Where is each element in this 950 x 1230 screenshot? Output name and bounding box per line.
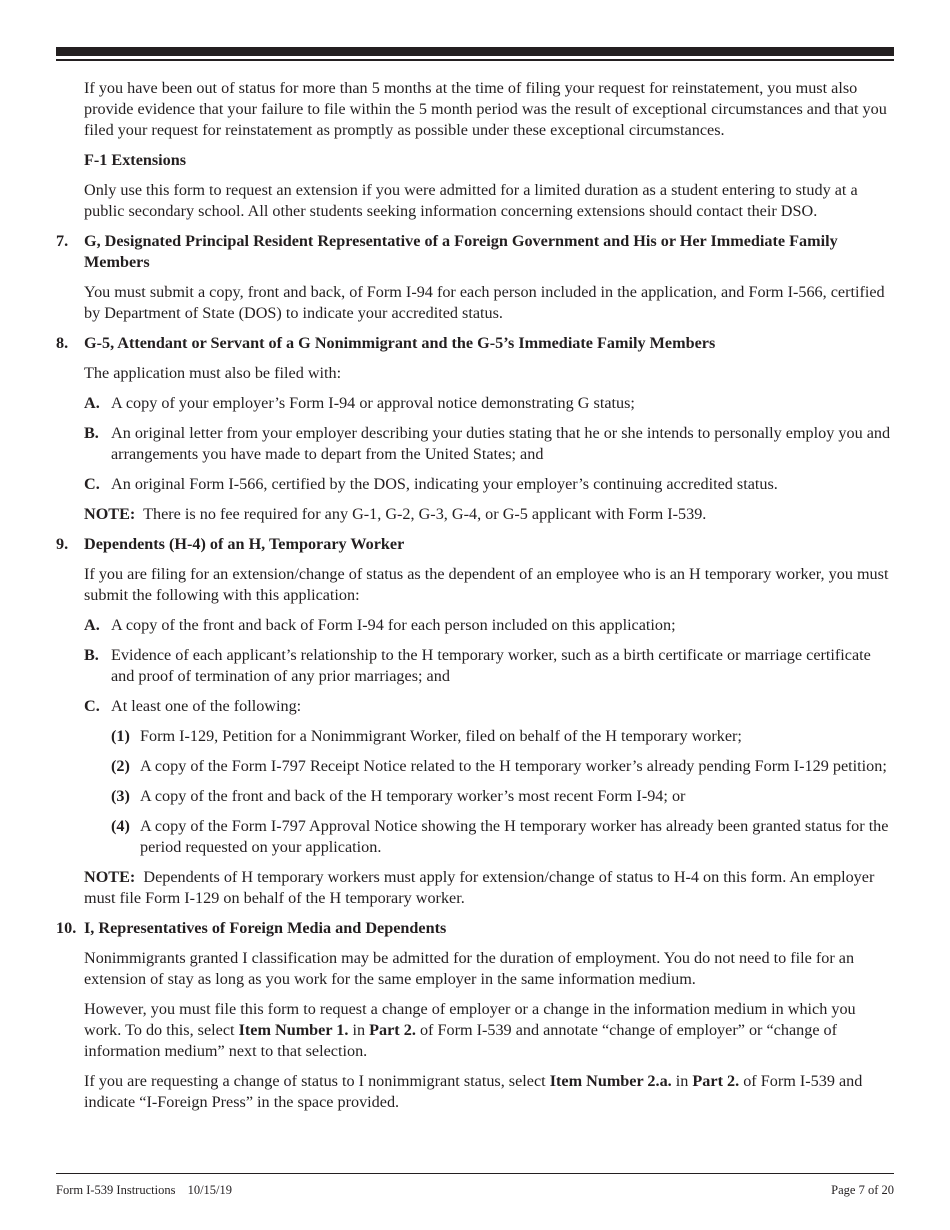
section-10-p3: If you are requesting a change of status to I nonimmigrant status, select Item Number 2.a. in Part 2. of Form I-539 and indicate “I-Foreign Press” in the space provided. bbox=[84, 1072, 863, 1111]
list-item-label: A. bbox=[84, 394, 100, 412]
note-text: Dependents of H temporary workers must apply for extension/change of status to H-4 on this form. An employer must file Form I-129 on behalf of the H temporary worker. bbox=[84, 868, 875, 907]
list-item bbox=[84, 423, 894, 465]
list-item-text: An original Form I-566, certified by the DOS, indicating your employer’s continuing accredited status. bbox=[111, 475, 778, 493]
section-heading: G-5, Attendant or Servant of a G Nonimmigrant and the G-5’s Immediate Family Members bbox=[84, 334, 716, 352]
list-item-label: A. bbox=[84, 616, 100, 634]
section-9 bbox=[56, 534, 894, 555]
page-footer bbox=[56, 1183, 894, 1198]
footer-form-date: 10/15/19 bbox=[187, 1183, 233, 1197]
list-item bbox=[84, 645, 894, 687]
list-item-label: B. bbox=[84, 424, 99, 442]
footer-rule bbox=[56, 1173, 894, 1174]
list-item bbox=[84, 393, 894, 414]
header-thin-rule bbox=[56, 59, 894, 61]
sub-list-item-label: (1) bbox=[111, 727, 130, 745]
list-item-text: A copy of the front and back of Form I-94 for each person included on this application; bbox=[111, 616, 676, 634]
section-9-note bbox=[84, 867, 894, 909]
section-heading: Dependents (H-4) of an H, Temporary Worker bbox=[84, 535, 405, 553]
list-item-text: Evidence of each applicant’s relationship to the H temporary worker, such as a birth certificate or marriage certificate and proof of termination of any prior marriages; and bbox=[111, 646, 871, 685]
list-item bbox=[84, 696, 894, 717]
list-item-label: C. bbox=[84, 697, 100, 715]
list-item-label: C. bbox=[84, 475, 100, 493]
note-label: NOTE: bbox=[84, 505, 136, 523]
list-item-label: B. bbox=[84, 646, 99, 664]
footer-page-number: Page 7 of 20 bbox=[831, 1183, 894, 1197]
section-7-text: You must submit a copy, front and back, of Form I-94 for each person included in the application, and Form I-566, certified by Department of State (DOS) to indicate your accredited status. bbox=[84, 283, 885, 322]
section-number: 8. bbox=[56, 334, 69, 352]
note-text: There is no fee required for any G-1, G-2, G-3, G-4, or G-5 applicant with Form I-539. bbox=[143, 505, 707, 523]
reinstatement-paragraph: If you have been out of status for more than 5 months at the time of filing your request for reinstatement, you must also provide evidence that your failure to file within the 5 month period was the result of exceptional circumstances and that you filed your request for reinstatement as promptly as possible under these exceptional circumstances. bbox=[84, 79, 887, 139]
sub-list-item bbox=[111, 756, 894, 777]
sub-list-item-text: A copy of the Form I-797 Receipt Notice related to the H temporary worker’s already pending Form I-129 petition; bbox=[140, 757, 887, 775]
list-item-text: A copy of your employer’s Form I-94 or approval notice demonstrating G status; bbox=[111, 394, 635, 412]
list-item bbox=[84, 474, 894, 495]
section-heading: G, Designated Principal Resident Representative of a Foreign Government and His or Her Immediate Family Members bbox=[84, 232, 838, 271]
list-item-text: At least one of the following: bbox=[111, 697, 302, 715]
page-content bbox=[56, 78, 894, 1122]
footer-form-name: Form I-539 Instructions bbox=[56, 1183, 176, 1197]
section-10-p2: However, you must file this form to request a change of employer or a change in the information medium in which you work. To do this, select Item Number 1. in Part 2. of Form I-539 and annotate “change of employer” or “change of information medium” next to that selection. bbox=[84, 1000, 856, 1060]
section-10-p1: Nonimmigrants granted I classification may be admitted for the duration of employment. You do not need to file for an extension of stay as long as you work for the same employer in the same information medium. bbox=[84, 949, 855, 988]
sub-list-item-label: (2) bbox=[111, 757, 130, 775]
f1-extensions-text: Only use this form to request an extension if you were admitted for a limited duration as a student entering to study at a public secondary school. All other students seeking information concerning extensions should contact their DSO. bbox=[84, 181, 858, 220]
section-7 bbox=[56, 231, 894, 273]
list-item bbox=[84, 615, 894, 636]
sub-list-item bbox=[111, 816, 894, 858]
header-thick-rule bbox=[56, 47, 894, 56]
sub-list-item bbox=[111, 786, 894, 807]
section-number: 9. bbox=[56, 535, 69, 553]
sub-list-item-label: (4) bbox=[111, 817, 130, 835]
footer-left bbox=[56, 1183, 241, 1198]
sub-list-item-text: A copy of the front and back of the H temporary worker’s most recent Form I-94; or bbox=[140, 787, 686, 805]
sub-list-item-text: A copy of the Form I-797 Approval Notice showing the H temporary worker has already been granted status for the period requested on your application. bbox=[140, 817, 889, 856]
section-number: 10. bbox=[56, 919, 77, 937]
section-number: 7. bbox=[56, 232, 69, 250]
list-item-text: An original letter from your employer describing your duties stating that he or she intends to personally employ you and arrangements you have made to depart from the United States; and bbox=[111, 424, 891, 463]
sub-list-item bbox=[111, 726, 894, 747]
sub-list-item-label: (3) bbox=[111, 787, 130, 805]
note-label: NOTE: bbox=[84, 868, 136, 886]
section-10 bbox=[56, 918, 894, 939]
section-8-intro: The application must also be filed with: bbox=[84, 364, 342, 382]
f1-extensions-heading: F-1 Extensions bbox=[84, 151, 187, 169]
section-8-note bbox=[84, 504, 894, 525]
section-heading: I, Representatives of Foreign Media and Dependents bbox=[84, 919, 447, 937]
sub-list-item-text: Form I-129, Petition for a Nonimmigrant Worker, filed on behalf of the H temporary worker; bbox=[140, 727, 742, 745]
section-9-intro: If you are filing for an extension/change of status as the dependent of an employee who is an H temporary worker, you must submit the following with this application: bbox=[84, 565, 889, 604]
section-8 bbox=[56, 333, 894, 354]
